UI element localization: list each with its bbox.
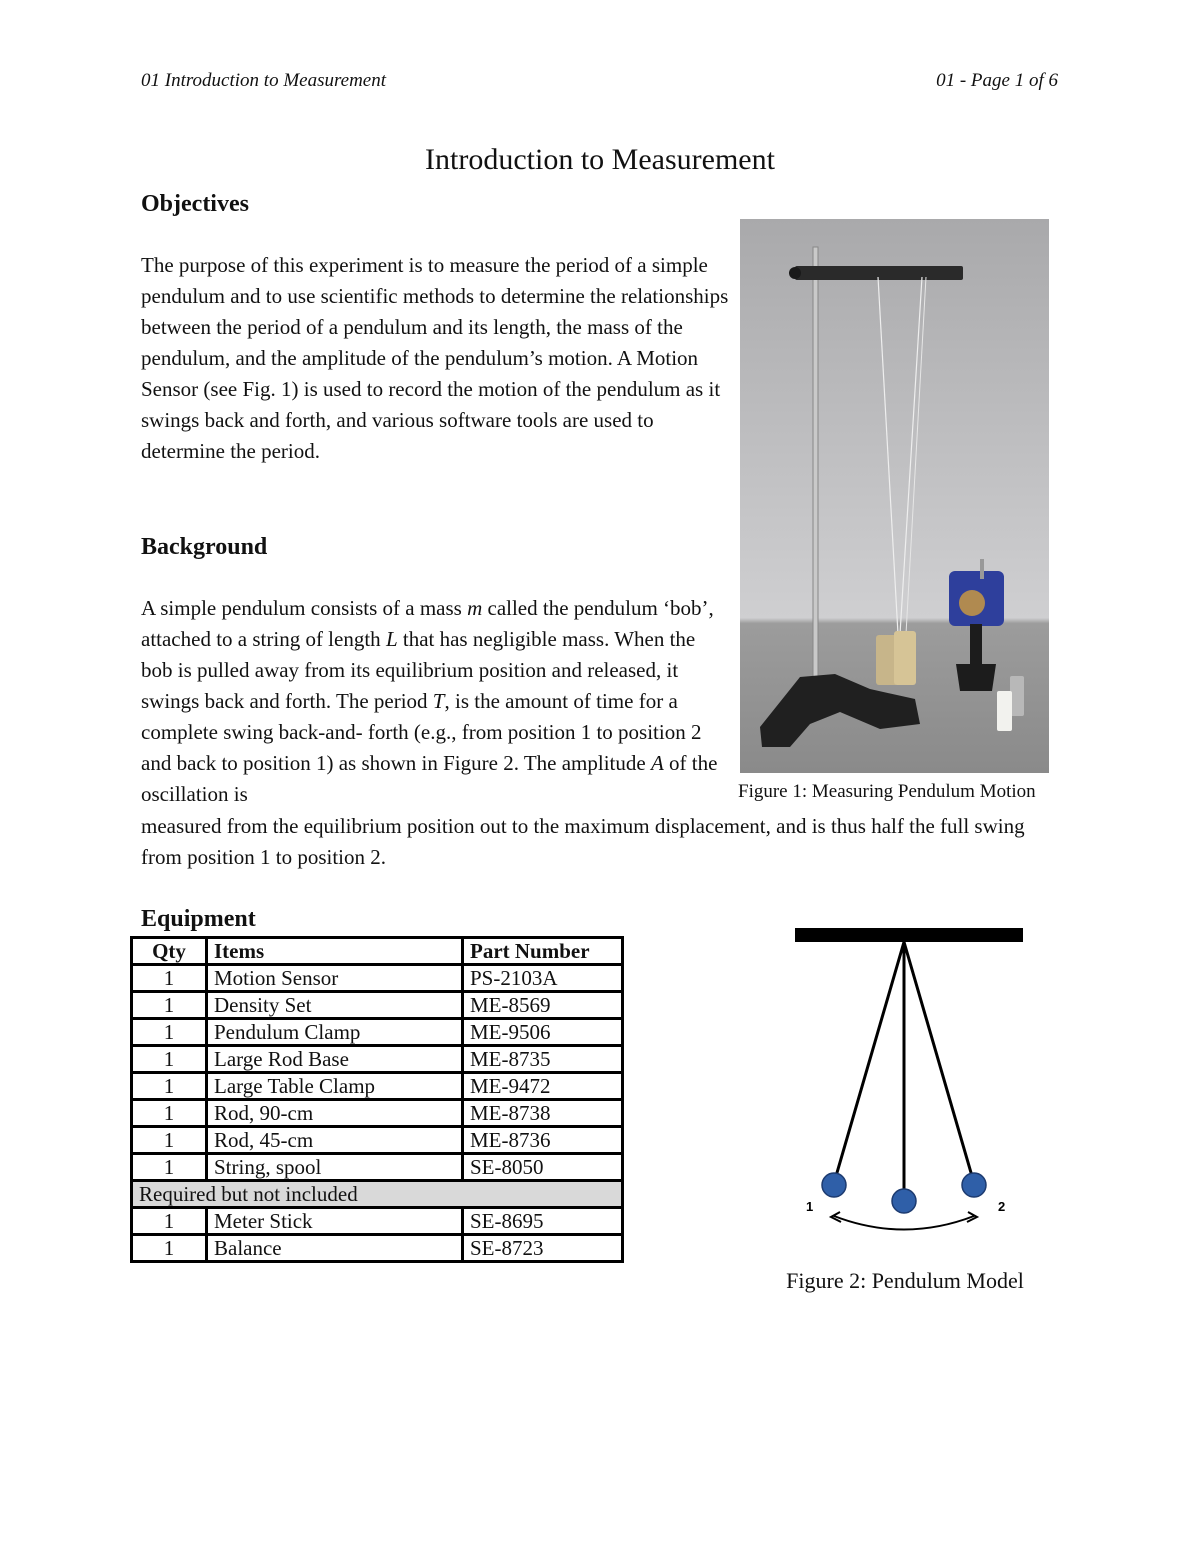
- pendulum-apparatus-photo: [740, 219, 1049, 773]
- cell-qty: 1: [132, 1235, 207, 1262]
- cell-item: Large Table Clamp: [207, 1073, 463, 1100]
- bob-position-2: [962, 1173, 986, 1197]
- col-qty: Qty: [132, 938, 207, 965]
- cell-qty: 1: [132, 965, 207, 992]
- cell-item: Large Rod Base: [207, 1046, 463, 1073]
- cell-item: Rod, 45-cm: [207, 1127, 463, 1154]
- objectives-paragraph: The purpose of this experiment is to measure the period of a simple pendulum and to use scientific methods to determine the relationships between the period of a pendulum and its length, the mass of the pendulum, and the amplitude of the pendulum’s motion. A Motion Sensor (see Fig. 1) is used to record the motion of the pendulum as it swings back and forth, and various software tools are used to determine the period.: [141, 253, 729, 463]
- bob-position-1: [822, 1173, 846, 1197]
- cell-item: Rod, 90-cm: [207, 1100, 463, 1127]
- cell-qty: 1: [132, 1046, 207, 1073]
- background-paragraph-continued: measured from the equilibrium position out to the maximum displacement, and is thus half the full swing from position 1 to position 2.: [141, 814, 1025, 869]
- string-position-1: [834, 942, 904, 1183]
- table-row: [132, 1154, 623, 1181]
- cell-part: SE-8695: [463, 1208, 623, 1235]
- figure1-caption: Figure 1: Measuring Pendulum Motion: [738, 781, 1036, 802]
- equipment-table: [130, 936, 624, 1263]
- required-not-included-label: Required but not included: [132, 1181, 623, 1208]
- var-A: A: [650, 751, 664, 775]
- var-L: L: [385, 627, 398, 651]
- label-position-1: 1: [806, 1199, 814, 1214]
- table-row: [132, 1127, 623, 1154]
- figure2-caption: Figure 2: Pendulum Model: [786, 1268, 1024, 1293]
- pendulum-model-diagram: [780, 925, 1040, 1235]
- cell-part: SE-8050: [463, 1154, 623, 1181]
- table-row: [132, 1208, 623, 1235]
- table-row: [132, 1019, 623, 1046]
- objectives-heading: Objectives: [141, 191, 249, 217]
- background-paragraph: A simple pendulum consists of a mass m called the pendulum ‘bob’, attached to a string of length L that has negligible mass. When the bob is pulled away from its equilibrium position and released, it swings back and forth. The period T, is the amount of time for a complete swing back-and- forth (e.g., from position 1 to position 2 and back to position 1) as shown in Figure 2. The amplitude A of the oscillation is: [141, 596, 718, 806]
- cell-part: ME-9506: [463, 1019, 623, 1046]
- col-items: Items: [207, 938, 463, 965]
- col-part-number: Part Number: [463, 938, 623, 965]
- cell-part: PS-2103A: [463, 965, 623, 992]
- label-position-2: 2: [998, 1199, 1006, 1214]
- cell-part: ME-9472: [463, 1073, 623, 1100]
- cell-item: Balance: [207, 1235, 463, 1262]
- cell-item: String, spool: [207, 1154, 463, 1181]
- support-bar: [795, 928, 1023, 942]
- equipment-heading: Equipment: [141, 906, 256, 932]
- table-subheading-row: [132, 1181, 623, 1208]
- cell-qty: 1: [132, 1073, 207, 1100]
- var-T: T: [432, 689, 445, 713]
- table-header-row: [132, 938, 623, 965]
- cell-part: ME-8569: [463, 992, 623, 1019]
- cell-part: ME-8736: [463, 1127, 623, 1154]
- table-row: [132, 1046, 623, 1073]
- swing-arc: [834, 1216, 974, 1230]
- header-left: 01 Introduction to Measurement: [141, 70, 387, 91]
- page-title: Introduction to Measurement: [425, 143, 775, 176]
- cell-qty: 1: [132, 1127, 207, 1154]
- cell-part: ME-8735: [463, 1046, 623, 1073]
- bob-equilibrium: [892, 1189, 916, 1213]
- table-row: [132, 1235, 623, 1262]
- header-right: 01 - Page 1 of 6: [936, 70, 1058, 91]
- cell-qty: 1: [132, 1208, 207, 1235]
- background-heading: Background: [141, 534, 268, 560]
- cell-item: Meter Stick: [207, 1208, 463, 1235]
- table-row: [132, 992, 623, 1019]
- cell-item: Density Set: [207, 992, 463, 1019]
- cell-part: SE-8723: [463, 1235, 623, 1262]
- table-row: [132, 965, 623, 992]
- string-position-2: [904, 942, 974, 1183]
- table-row: [132, 1073, 623, 1100]
- cell-qty: 1: [132, 1100, 207, 1127]
- table-row: [132, 1100, 623, 1127]
- var-m: m: [467, 596, 483, 620]
- cell-qty: 1: [132, 992, 207, 1019]
- cell-item: Motion Sensor: [207, 965, 463, 992]
- cell-part: ME-8738: [463, 1100, 623, 1127]
- cell-qty: 1: [132, 1154, 207, 1181]
- cell-qty: 1: [132, 1019, 207, 1046]
- cell-item: Pendulum Clamp: [207, 1019, 463, 1046]
